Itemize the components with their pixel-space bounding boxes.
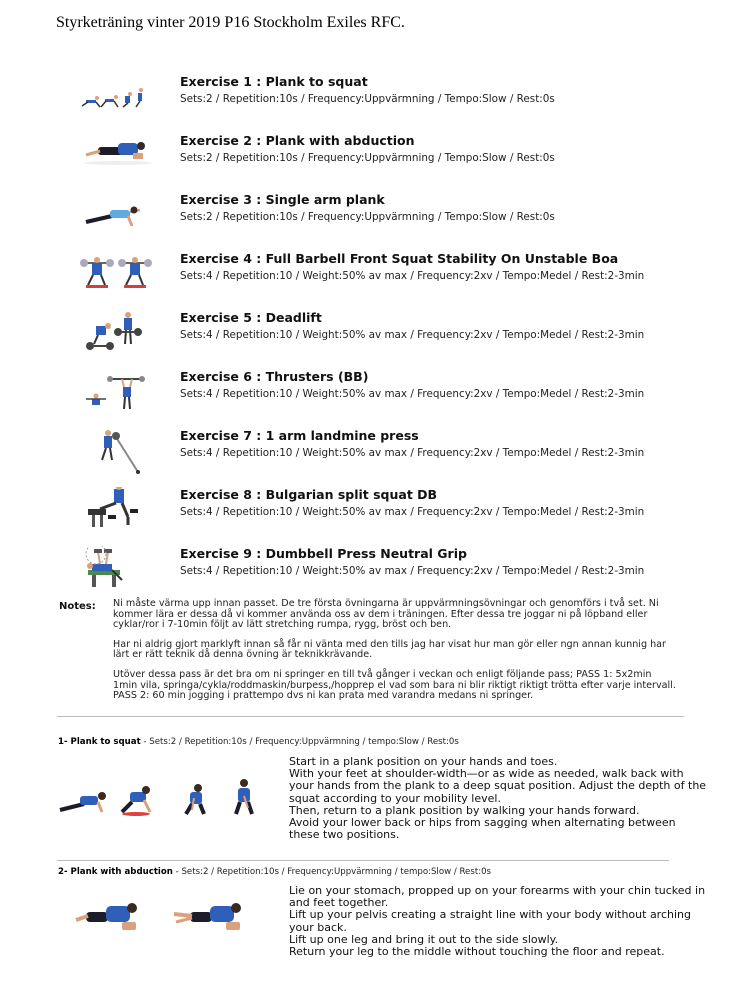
detail-description	[289, 756, 709, 841]
exercise-name: Exercise 1 : Plank to squat	[180, 74, 368, 89]
plank-to-squat-photo	[58, 778, 266, 824]
landmine-press-icon	[78, 428, 158, 480]
description-line: Lift up one leg and bring it out to the side slowly.	[289, 932, 559, 946]
detail-header	[58, 867, 491, 877]
exercise-item	[0, 369, 730, 421]
exercise-name: Exercise 6 : Thrusters (BB)	[180, 369, 369, 384]
exercise-item	[0, 546, 730, 598]
exercise-item	[0, 133, 730, 185]
deadlift-icon	[78, 310, 158, 362]
exercise-item	[0, 74, 730, 126]
exercise-meta: Sets:2 / Repetition:10s / Frequency:Uppvärmning / Tempo:Slow / Rest:0s	[180, 211, 555, 223]
exercise-meta: Sets:4 / Repetition:10 / Weight:50% av max / Frequency:2xv / Tempo:Medel / Rest:2-3min	[180, 329, 645, 341]
exercise-meta: Sets:4 / Repetition:10 / Weight:50% av max / Frequency:2xv / Tempo:Medel / Rest:2-3min	[180, 565, 645, 577]
exercise-name: Exercise 2 : Plank with abduction	[180, 133, 415, 148]
exercise-item	[0, 192, 730, 244]
description-line: Start in a plank position on your hands and toes.	[289, 755, 558, 768]
exercise-item	[0, 428, 730, 480]
exercise-meta: Sets:4 / Repetition:10 / Weight:50% av max / Frequency:2xv / Tempo:Medel / Rest:2-3min	[180, 388, 645, 400]
notes-body	[113, 599, 678, 711]
notes-paragraph: Har ni aldrig gjort marklyft innan så får ni vänta med den tills jag har visat hur man gör eller ngn annan kunnig har lärt er rätt teknik då denna övning är teknikkrävande.	[113, 638, 667, 661]
exercise-name: Exercise 5 : Deadlift	[180, 310, 322, 325]
description-line: Lie on your stomach, propped up on your forearms with your chin tucked in and feet together.	[289, 884, 706, 910]
exercise-name: Exercise 9 : Dumbbell Press Neutral Grip	[180, 546, 467, 561]
detail-title: 2- Plank with abduction	[58, 867, 173, 877]
detail-meta: - Sets:2 / Repetition:10s / Frequency:Uppvärmning / tempo:Slow / Rest:0s	[140, 737, 459, 747]
exercise-meta: Sets:4 / Repetition:10 / Weight:50% av max / Frequency:2xv / Tempo:Medel / Rest:2-3min	[180, 506, 645, 518]
exercise-item	[0, 251, 730, 303]
notes-paragraph: Utöver dessa pass är det bra om ni springer en till två gånger i veckan och enligt följande pass; PASS 1: 5x2min 1min vila, springa/cykla/roddmaskin/burpess,/hopprep el vad som bara ni blir riktigt riktigt trötta efter varje intervall. PASS 2: 60 min jogging i prattempo dvs ni kan prata med varandra medans ni springer.	[113, 668, 676, 702]
description-line: With your feet at shoulder-width—or as wide as needed, walk back with your hands from the plank to a deep squat position. Adjust the depth of the squat according to your mobility level.	[289, 767, 707, 805]
description-line: Lift up your pelvis creating a straight line with your body without arching your back.	[289, 908, 691, 934]
exercise-meta: Sets:4 / Repetition:10 / Weight:50% av max / Frequency:2xv / Tempo:Medel / Rest:2-3min	[180, 270, 645, 282]
description-line: Return your leg to the middle without touching the floor and repeat.	[289, 945, 665, 959]
exercise-name: Exercise 4 : Full Barbell Front Squat Stability On Unstable Boa	[180, 251, 619, 266]
detail-title: 1- Plank to squat	[58, 737, 141, 747]
description-line: Then, return to a plank position by walking your hands forward.	[289, 803, 640, 817]
detail-meta: - Sets:2 / Repetition:10s / Frequency:Uppvärmning / tempo:Slow / Rest:0s	[172, 867, 492, 877]
exercise-meta: Sets:2 / Repetition:10s / Frequency:Uppvärmning / Tempo:Slow / Rest:0s	[180, 93, 555, 105]
split-squat-icon	[78, 487, 158, 539]
exercise-meta: Sets:2 / Repetition:10s / Frequency:Uppvärmning / Tempo:Slow / Rest:0s	[180, 152, 555, 164]
dumbbell-press-icon	[78, 546, 158, 598]
exercise-item	[0, 310, 730, 362]
front-squat-icon	[78, 251, 158, 303]
notes-paragraph: Ni måste värma upp innan passet. De tre första övningarna är uppvärmningsövningar och genomförs i två set. Ni kommer lära er dessa då vi kommer använda oss av dem i träningen. Efter dessa tre joggar ni på löpband eller cyklar/ror i 7-10min följt av lätt stretching rumpa, rygg, bröst och ben.	[113, 598, 659, 631]
plank-to-squat-icon	[78, 74, 158, 126]
exercise-name: Exercise 8 : Bulgarian split squat DB	[180, 487, 438, 502]
detail-header	[58, 737, 459, 747]
exercise-name: Exercise 3 : Single arm plank	[180, 192, 385, 207]
exercise-meta: Sets:4 / Repetition:10 / Weight:50% av max / Frequency:2xv / Tempo:Medel / Rest:2-3min	[180, 447, 645, 459]
exercise-name: Exercise 7 : 1 arm landmine press	[180, 428, 419, 443]
divider	[57, 860, 669, 861]
exercise-item	[0, 487, 730, 539]
document-title: Styrketräning vinter 2019 P16 Stockholm Exiles RFC.	[56, 14, 405, 31]
notes-label: Notes:	[59, 601, 96, 612]
plank-abduction-icon	[78, 133, 158, 185]
plank-with-abduction-photo	[72, 896, 278, 948]
description-line: Avoid your lower back or hips from sagging when alternating between these two positions.	[289, 816, 676, 842]
detail-description	[289, 885, 709, 958]
thrusters-icon	[78, 369, 158, 421]
single-arm-plank-icon	[78, 192, 158, 244]
divider	[57, 716, 684, 717]
